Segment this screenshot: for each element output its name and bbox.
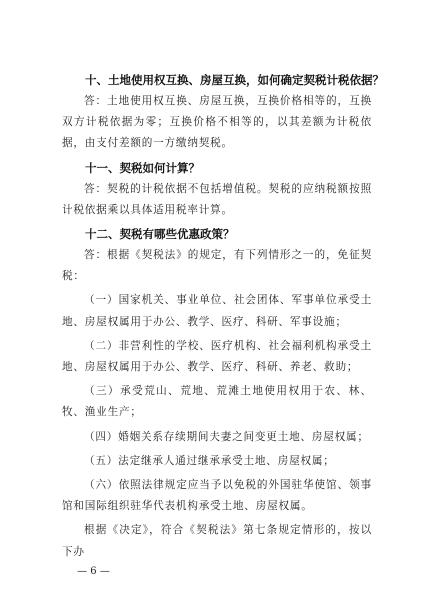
section-heading-12: 十二、契税有哪些优惠政策？ [85,227,235,242]
section-heading-11: 十一、契税如何计算？ [85,160,200,175]
answer-paragraph: 答：土地使用权互换、房屋互换，互换价格相等的，互换双方计税依据为零；互换价格不相等的，以其差额为计税依据，由支付差额的一方缴纳契税。 [62,95,372,150]
document-body [62,70,384,566]
exemption-item-3: （三）承受荒山、荒地、荒滩土地使用权用于农、林、牧、渔业生产； [62,385,372,419]
exemption-item-2: （二）非营利性的学校、医疗机构、社会福利机构承受土地、房屋权属用于办公、教学、医疗、科研、养老、救助； [62,339,372,374]
exemption-item-4: （四）婚姻关系存续期间夫妻之间变更土地、房屋权属； [84,430,369,443]
answer-paragraph: 答：根据《契税法》的规定，有下列情形之一的，免征契税： [62,249,372,283]
section-heading-10: 十、土地使用权互换、房屋互换，如何确定契税计税依据？ [85,73,384,87]
continuation-paragraph: 根据《决定》，符合《契税法》第七条规定情形的，按以下办 [62,524,372,558]
exemption-item-5: （五）法定继承人通过继承承受土地、房屋权属； [84,454,335,467]
page-number: — 6 — [77,566,110,577]
exemption-item-1: （一）国家机关、事业单位、社会团体、军事单位承受土地、房屋权属用于办公、教学、医疗、科研、军事设施； [62,294,372,328]
answer-paragraph: 答：契税的计税依据不包括增值税。契税的应纳税额按照计税依据乘以具体适用税率计算。 [62,182,372,216]
exemption-item-6: （六）依照法律规定应当予以免税的外国驻华使馆、领事馆和国际组织驻华代表机构承受土地、房屋权属。 [62,479,372,513]
